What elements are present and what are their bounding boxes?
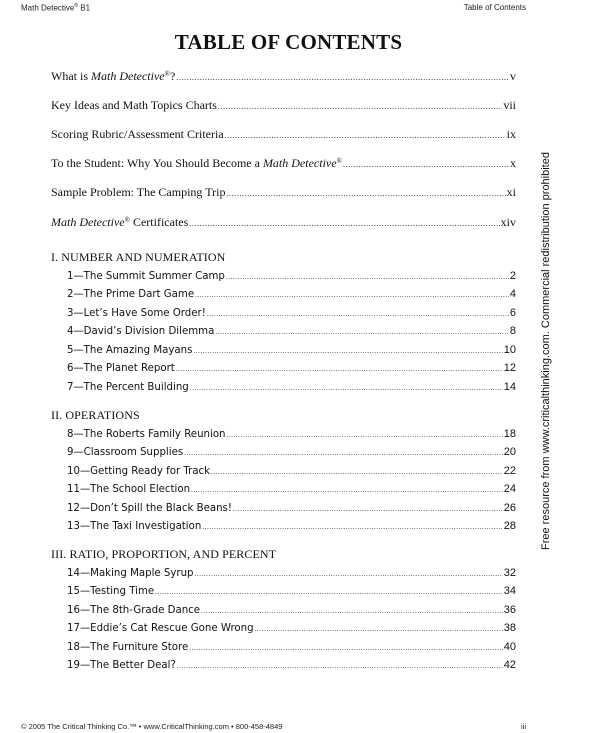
lesson-entry[interactable]: 2—The Prime Dart Game ..... 4 [67, 288, 516, 300]
section-heading-operations: II. OPERATIONS [51, 408, 140, 422]
dot-leader [189, 644, 503, 652]
dot-leader [189, 219, 499, 228]
dot-leader [255, 625, 503, 633]
dot-leader [211, 468, 503, 476]
section-heading-number-numeration: I. NUMBER AND NUMERATION [51, 250, 226, 264]
dot-leader [343, 160, 509, 169]
dot-leader [195, 570, 503, 578]
dot-leader [227, 431, 503, 439]
lesson-entry[interactable]: 5—The Amazing Mayans ..... 10 [67, 344, 516, 356]
toc-entry-key-ideas[interactable]: Key Ideas and Math Topics Charts ..... vii [51, 98, 516, 113]
toc-entry-what-is[interactable]: What is Math Detective®? ..... v [51, 69, 516, 84]
lesson-entry[interactable]: 12—Don’t Spill the Black Beans! ..... 26 [67, 502, 516, 514]
dot-leader [184, 449, 503, 457]
toc-entry-to-the-student[interactable]: To the Student: Why You Should Become a Math Detective® ..... x [51, 156, 516, 171]
lesson-entry[interactable]: 9—Classroom Supplies ..... 20 [67, 446, 516, 458]
dot-leader [226, 273, 509, 281]
dot-leader [176, 73, 509, 82]
lesson-entry[interactable]: 3—Let’s Have Some Order! ..... 6 [67, 307, 516, 319]
lesson-entry[interactable]: 8—The Roberts Family Reunion ..... 18 [67, 428, 516, 440]
page-footer [21, 722, 526, 731]
section-heading-ratio-proportion-percent: III. RATIO, PROPORTION, AND PERCENT [51, 547, 277, 561]
lesson-entry[interactable]: 11—The School Election ..... 24 [67, 483, 516, 495]
redistribution-notice: Free resource from www.criticalthinking.com. Commercial redistribution prohibited [540, 152, 552, 550]
dot-leader [226, 189, 505, 198]
dot-leader [215, 328, 509, 336]
lesson-entry[interactable]: 13—The Taxi Investigation ..... 28 [67, 520, 516, 532]
toc-page-number: ix [506, 127, 516, 141]
toc-entry-certificates[interactable]: Math Detective® Certificates ..... xiv [51, 215, 516, 230]
series-label: Math Detective® B1 [21, 3, 91, 13]
toc-page-number: xiv [500, 215, 516, 229]
dot-leader [177, 662, 503, 670]
page-title: TABLE OF CONTENTS [174, 30, 403, 54]
lesson-entry[interactable]: 15—Testing Time ..... 34 [67, 585, 516, 597]
dot-leader [155, 588, 503, 596]
dot-leader [193, 347, 502, 355]
dot-leader [218, 102, 502, 111]
dot-leader [191, 486, 503, 494]
dot-leader [201, 607, 503, 615]
lesson-entry[interactable]: 10—Getting Ready for Track ..... 22 [67, 465, 516, 477]
lesson-entry[interactable]: 19—The Better Deal? ..... 42 [67, 659, 516, 671]
toc-page-number: x [510, 156, 516, 170]
dot-leader [190, 384, 503, 392]
toc-page-number: v [510, 69, 516, 83]
section-label: Table of Contents [463, 3, 526, 12]
running-head [21, 3, 526, 13]
lesson-entry[interactable]: 17—Eddie’s Cat Rescue Gone Wrong ..... 38 [67, 622, 516, 634]
dot-leader [176, 365, 503, 373]
dot-leader [202, 523, 502, 531]
dot-leader [225, 131, 506, 140]
copyright-line: © 2005 The Critical Thinking Co.™ • www.CriticalThinking.com • 800-458-4849 [21, 722, 283, 731]
lesson-entry[interactable]: 1—The Summit Summer Camp ..... 2 [67, 270, 516, 282]
toc-page-number: vii [503, 98, 516, 112]
dot-leader [233, 505, 503, 513]
dot-leader [207, 310, 509, 318]
lesson-entry[interactable]: 14—Making Maple Syrup ..... 32 [67, 567, 516, 579]
lesson-entry[interactable]: 18—The Furniture Store ..... 40 [67, 641, 516, 653]
lesson-entry[interactable]: 4—David’s Division Dilemma ..... 8 [67, 325, 516, 337]
dot-leader [195, 291, 509, 299]
toc-entry-scoring-rubric[interactable]: Scoring Rubric/Assessment Criteria ..... ix [51, 127, 516, 142]
page-number: iii [521, 722, 526, 731]
lesson-entry[interactable]: 6—The Planet Report ..... 12 [67, 362, 516, 374]
toc-entry-sample-problem[interactable]: Sample Problem: The Camping Trip ..... xi [51, 185, 516, 200]
toc-page-number: xi [506, 185, 516, 199]
lesson-entry[interactable]: 7—The Percent Building ..... 14 [67, 381, 516, 393]
lesson-entry[interactable]: 16—The 8th-Grade Dance ..... 36 [67, 604, 516, 616]
